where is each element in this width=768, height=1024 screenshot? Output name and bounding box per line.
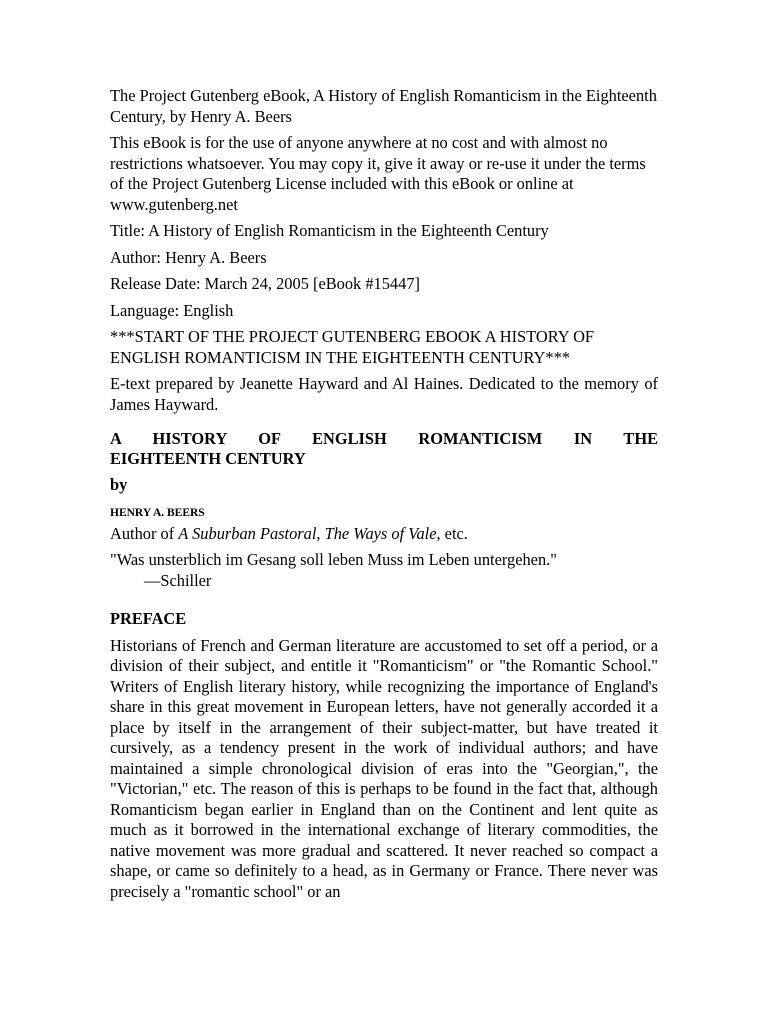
author-name: HENRY A. BEERS bbox=[110, 506, 205, 519]
meta-title: Title: A History of English Romanticism in the Eighteenth Century bbox=[110, 221, 549, 240]
preface-heading: PREFACE bbox=[110, 609, 187, 628]
work-ways-of-vale: The Ways of Vale bbox=[324, 523, 437, 543]
by-label: by bbox=[110, 475, 128, 494]
license-paragraph: This eBook is for the use of anyone anywhere at no cost and with almost no restrictions whatsoever. You may copy it, give it away or re-use it under the terms of the Project Gutenberg License included with this eBook or online at www.gutenberg.net bbox=[110, 133, 646, 214]
book-title-line-2: EIGHTEENTH CENTURY bbox=[110, 449, 306, 468]
credits-paragraph: E-text prepared by Jeanette Hayward and Al Haines. Dedicated to the memory of James Hayward. bbox=[110, 374, 658, 414]
meta-author: Author: Henry A. Beers bbox=[110, 247, 267, 267]
ebook-header-line: The Project Gutenberg eBook, A History of English Romanticism in the Eighteenth Century, by Henry A. Beers bbox=[110, 86, 657, 126]
book-title bbox=[110, 429, 658, 469]
meta-language: Language: English bbox=[110, 300, 234, 320]
book-title-line-1: A HISTORY OF ENGLISH ROMANTICISM IN THE bbox=[110, 429, 658, 448]
epigraph-attribution: —Schiller bbox=[144, 570, 212, 590]
author-of-separator: , bbox=[316, 523, 325, 543]
author-of-suffix: , etc. bbox=[436, 523, 468, 543]
work-suburban-pastoral: A Suburban Pastoral bbox=[178, 523, 317, 543]
epigraph-quote: "Was unsterblich im Gesang soll leben Muss im Leben untergehen." bbox=[110, 550, 557, 569]
preface-paragraph: Historians of French and German literature are accustomed to set off a period, or a division of their subject, and entitle it "Romanticism" or "the Romantic School." Writers of English literary history, while recognizing the importance of England's share in this great movement in European letters, have not generally accorded it a place by itself in the arrangement of their subject-matter, but have treated it cursively, as a tendency present in the work of individual authors; and have maintained a simple chronological division of eras into the "Georgian,", the "Victorian," etc. The reason of this is perhaps to be found in the fact that, although Romanticism began earlier in England than on the Continent and lent quite as much as it borrowed in the international exchange of literary commodities, the native movement was more gradual and scattered. It never reached so compact a shape, or came so definitely to a head, as in Germany or France. There never was precisely a "romantic school" or an bbox=[110, 635, 658, 901]
ebook-page bbox=[110, 86, 658, 902]
author-of-line bbox=[110, 524, 658, 545]
meta-release-date: Release Date: March 24, 2005 [eBook #15447] bbox=[110, 274, 420, 293]
author-of-prefix: Author of bbox=[110, 523, 179, 543]
start-marker: ***START OF THE PROJECT GUTENBERG EBOOK A HISTORY OF ENGLISH ROMANTICISM IN THE EIGHTEENTH CENTURY*** bbox=[110, 327, 595, 367]
